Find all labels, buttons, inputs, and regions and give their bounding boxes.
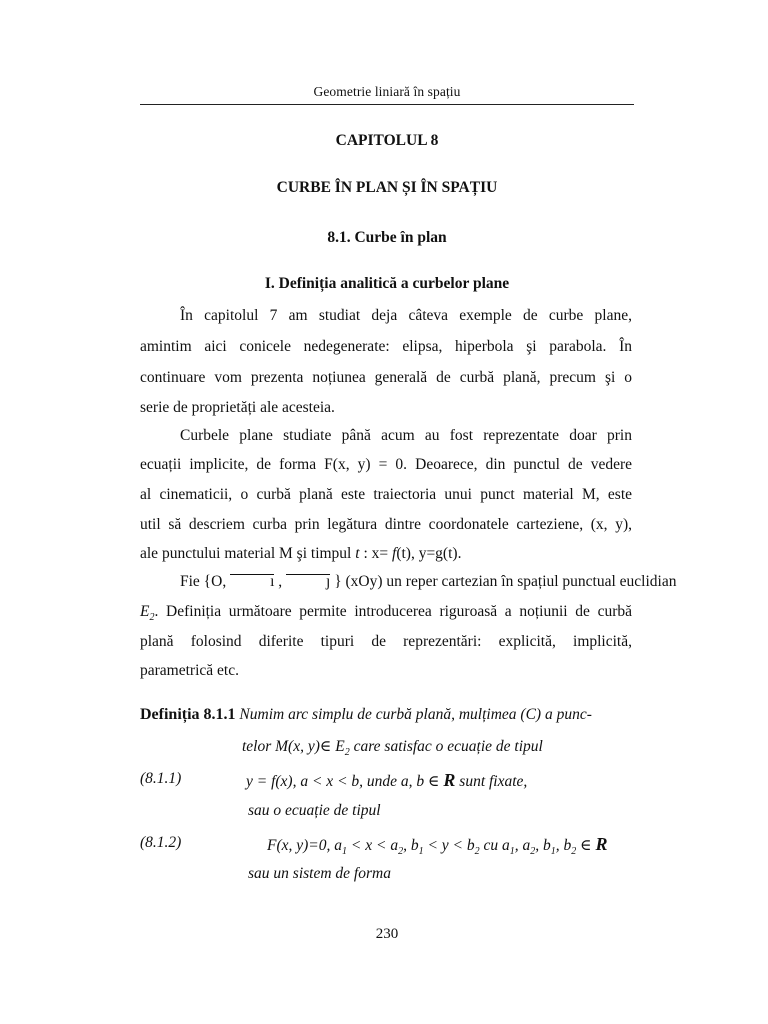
chapter-title: CURBE ÎN PLAN ȘI ÎN SPAȚIU bbox=[276, 179, 498, 196]
i-vector: ı bbox=[230, 573, 274, 591]
section-title: 8.1. Curbe în plan bbox=[327, 229, 447, 246]
chapter-number: CAPITOLUL 8 bbox=[335, 132, 439, 149]
p3-line-4: parametrică etc. bbox=[140, 662, 239, 679]
definition-label: Definiția 8.1.1 bbox=[140, 706, 236, 723]
equation-number-8-1-1: (8.1.1) bbox=[140, 770, 182, 787]
p2-line-5: ale punctului material M şi timpul t : x= f(t), y=g(t). bbox=[140, 545, 462, 562]
p1-line-3: continuare vom prezenta noțiunea generală de curbă plană, precum şi o bbox=[140, 369, 632, 386]
definition-line-1: Definiția 8.1.1 Numim arc simplu de curbă plană, mulțimea (C) a punc- bbox=[140, 706, 592, 723]
p3-line-3: plană folosind diferite tipuri de reprezentări: explicită, implicită, bbox=[140, 633, 632, 650]
p2-line-3: al cinematicii, o curbă plană este traiectoria unui punct material M, este bbox=[140, 486, 632, 503]
or-equation-text: sau o ecuație de tipul bbox=[248, 802, 381, 819]
p3-line-2: $E_2$. Definiția următoare permite introducerea riguroasă a noțiunii de curbă bbox=[140, 603, 632, 624]
p1-line-1: În capitolul 7 am studiat deja câteva exemple de curbe plane, bbox=[180, 307, 632, 324]
p3-line-1: Fie {O, ı , ȷ } (xOy) un reper cartezian în spațiul punctual euclidian bbox=[180, 573, 677, 590]
page-number: 230 bbox=[375, 926, 399, 942]
definition-line-2: telor M(x, y)∈ $E_2$ care satisfac o ecuație de tipul bbox=[242, 738, 543, 759]
equation-number-8-1-2: (8.1.2) bbox=[140, 834, 182, 851]
running-title: Geometrie liniară în spațiu bbox=[313, 84, 461, 99]
header-rule bbox=[140, 104, 634, 105]
subsection-title: I. Definiția analitică a curbelor plane bbox=[264, 275, 510, 292]
p2-line-1: Curbele plane studiate până acum au fost reprezentate doar prin bbox=[180, 427, 632, 444]
equation-8-1-2: F(x, y)=0, $a_1 < x < a_2$, $b_1 < y < b_2$ cu $a_1$, $a_2$, $b_1$, $b_2$ ∈ R bbox=[267, 834, 608, 858]
equation-8-1-1: y = f(x), a < x < b, unde a, b ∈ R sunt fixate, bbox=[246, 770, 528, 790]
p1-line-4: serie de proprietăți ale acesteia. bbox=[140, 399, 335, 416]
p1-line-2: amintim aici conicele nedegenerate: elipsa, hiperbola şi parabola. În bbox=[140, 338, 632, 355]
p2-line-2: ecuații implicite, de forma F(x, y) = 0. Deoarece, din punctul de vedere bbox=[140, 456, 632, 473]
or-system-text: sau un sistem de forma bbox=[248, 865, 391, 882]
p2-line-4: util să descriem curba prin legătura dintre coordonatele carteziene, (x, y), bbox=[140, 516, 632, 533]
j-vector: ȷ bbox=[286, 573, 330, 591]
